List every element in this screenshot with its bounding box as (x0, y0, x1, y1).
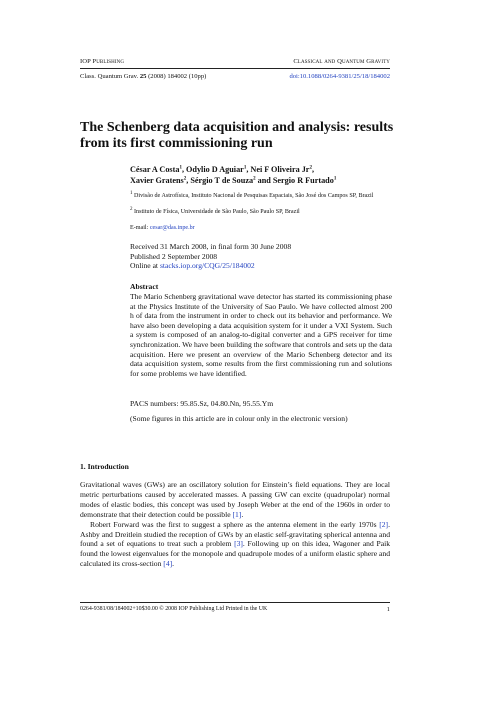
header-rule (80, 68, 390, 69)
author-list: César A Costa$^1$, Odylio D Aguiar$^1$, Nei F Oliveira Jr$^2$, Xavier Gratens$^2$, Sérgio T de Souza$^2$ and Sergio R Furtado$^1$ (130, 165, 337, 185)
affiliation: $^2$ Instituto de Física, Universidade de São Paulo, São Paulo SP, Brazil (130, 206, 300, 215)
article-title: The Schenberg data acquisition and analysis: results from its first commissioning run (80, 120, 394, 151)
author: Odylio D Aguiar (186, 165, 244, 174)
publication-dates (130, 242, 400, 271)
intro-body (80, 480, 390, 569)
page-number: 1 (386, 606, 390, 613)
reference-link[interactable]: [4] (163, 559, 173, 569)
reference-link[interactable]: [3] (234, 539, 243, 549)
author: Sergio R Furtado (272, 176, 334, 185)
footer-rule (80, 602, 390, 603)
reference-link[interactable]: [2] (379, 519, 389, 529)
doi-link[interactable]: doi:10.1088/0264-9381/25/18/184002 (289, 73, 390, 80)
paragraph: Gravitational waves (GWs) are an oscillatory solution for Einstein’s field equations. They are local metric perturbations caused by accelerated masses. A passing GW can excite (quadrupolar) normal modes of elastic bodies, this concept was used by Joseph Weber at the end of the 1960s in order to demonstrate that their detection could be possible [1]. (80, 480, 390, 519)
online-link[interactable]: stacks.iop.org/CQG/25/184002 (159, 261, 255, 271)
abstract-text: The Mario Schenberg gravitational wave detector has started its commissioning phase at the Physics Institute of the University of Sao Paulo. We have collected almost 200 h of data from the instrument in order to check out its behavior and performance. We have also been developing a data acquisition system for it under a VXI System. Such a system is composed of an analog-to-digital converter and a GPS receiver for time synchronization. We have been building the software that controls and sets up the data acquisition. Here we present an overview of the Mario Schenberg detector and its data acquisition system, some results from the first commissioning run and solutions for some problems we have identified. (130, 292, 393, 378)
journal-name: Classical and Quantum Gravity (293, 58, 390, 65)
affiliation: $^1$ Divisão de Astrofísica, Instituto Nacional de Pesquisas Espaciais, São José dos Campos SP, Brazil (130, 190, 374, 199)
publisher-name: IOP Publishing (80, 58, 125, 65)
paragraph: Robert Forward was the first to suggest a sphere as the antenna element in the early 1970s [2]. Ashby and Dreitlein studied the reception of GWs by an elastic self-gravitating spherical antenna and found a set of equations to treat such a problem [3]. Following up on this idea, Wagoner and Paik found the lowest eigenvalues for the monopole and quadrupole modes of a uniform elastic sphere and calculated its cross-section [4]. (80, 519, 390, 569)
colour-note: (Some figures in this article are in colour only in the electronic version) (130, 414, 348, 423)
citation: Class. Quantum Grav. 25 (2008) 184002 (10pp) (80, 73, 207, 80)
published-date: Published 2 September 2008 (130, 251, 218, 261)
reference-link[interactable]: [1] (232, 509, 242, 519)
author: Sérgio T de Souza (190, 176, 254, 185)
section-heading: 1. Introduction (80, 462, 129, 471)
pacs-numbers: PACS numbers: 95.85.Sz, 04.80.Nn, 95.55.Ym (130, 399, 274, 408)
author: César A Costa (130, 165, 180, 174)
author: Nei F Oliveira Jr (250, 165, 310, 174)
received-date: Received 31 March 2008, in final form 30 June 2008 (130, 242, 292, 251)
email-line: E-mail: cesar@das.inpe.br (130, 225, 195, 231)
email-link[interactable]: cesar@das.inpe.br (149, 225, 195, 231)
author: Xavier Gratens (130, 176, 184, 185)
online-line: Online at stacks.iop.org/CQG/25/184002 (130, 261, 255, 271)
copyright-line: 0264-9381/08/184002+10$30.00 © 2008 IOP Publishing Ltd Printed in the UK (80, 606, 268, 612)
abstract-heading: Abstract (130, 282, 159, 291)
